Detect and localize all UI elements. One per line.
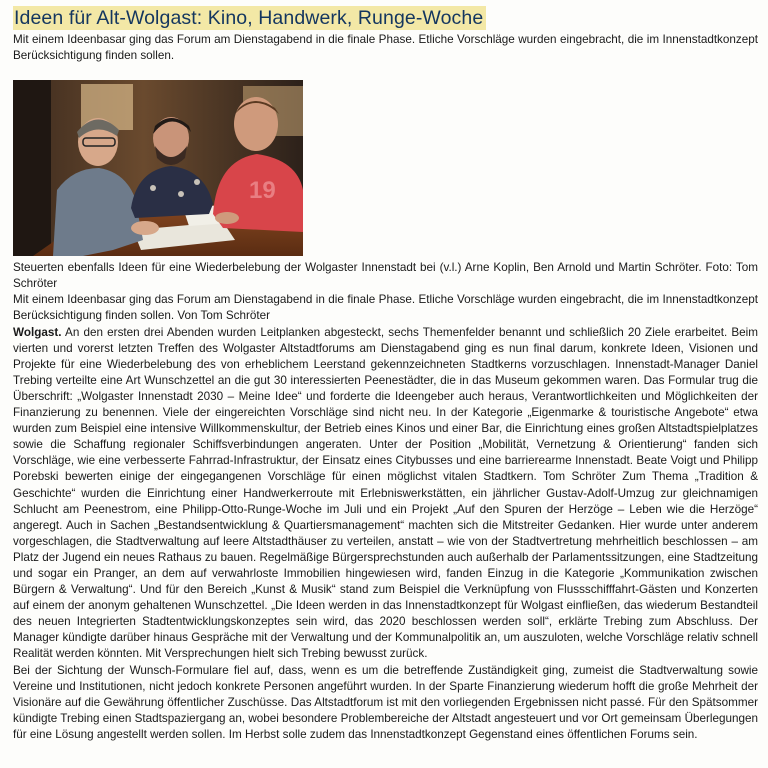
article-body-paragraph-1 — [13, 325, 758, 663]
article-lead-repeat: Mit einem Ideenbasar ging das Forum am Dienstagabend in die finale Phase. Etliche Vorschläge wurden eingebracht, die im Innenstadtkonzept Berücksichtigung finden sollen. Von Tom Schröter — [13, 293, 758, 323]
photo-caption: Steuerten ebenfalls Ideen für eine Wiederbelebung der Wolgaster Innenstadt bei (v.l.) Arne Koplin, Ben Arnold und Martin Schröter. Foto: Tom Schröter — [13, 261, 758, 291]
article-body-text-1: An den ersten drei Abenden wurden Leitplanken abgesteckt, sechs Themenfelder benannt und schließlich 20 Ziele erarbeitet. Beim vierten und vorerst letzten Treffen des Wolgaster Altstadtforums am Dienstagabend ging es nun final darum, konkrete Ideen, Visionen und Projekte für eine Wiederbelebung des von erheblichem Leerstand gekennzeichneten Stadtkerns vorzuschlagen. Innenstadt-Manager Daniel Trebing verteilte eine Art Wunschzettel an die gut 30 interessierten Peenestädter, die in das Museum gekommen waren. Das Formular trug die Überschrift: „Wolgaster Innenstadt 2030 – Meine Idee“ und forderte die Ideengeber auch heraus, Verantwortlichkeiten und Möglichkeiten der Finanzierung zu benennen. Viele der eingereichten Vorschläge sind nicht neu. In der Kategorie „Eigenmarke & touristische Angebote“ etwa wurden zum Beispiel eine intensive Willkommenskultur, der Betrieb eines Kinos und einer Bar, die Einrichtung eines großen Altstadtspielplatzes sowie die Schaffung regionaler Schiffsverbindungen angeraten. Unter der Position „Mobilität, Vernetzung & Orientierung“ fanden sich Vorschläge, wie eine verbesserte Fahrrad-Infrastruktur, der Einsatz eines Citybusses und eine barrierearme Innenstadt. Beate Voigt und Philipp Porebski bewerten einige der eingegangenen Vorschläge für einen möglichst vitalen Stadtkern. Tom Schröter Zum Thema „Tradition & Geschichte“ wurden die Einrichtung einer Handwerkerroute mit Erlebniswerkstätten, ein jährlicher Gustav-Adolf-Umzug zur gleichnamigen Schlucht am Peenestrom, eine Philipp-Otto-Runge-Woche im Juli und ein Projekt „Auf den Spuren der Herzöge – Leben wie die Herzöge“ angeregt. Auch in Sachen „Bestandsentwicklung & Quartiersmanagement“ machten sich die Mitstreiter Gedanken. Hier wurde unter anderem vorgeschlagen, die Stadtverwaltung auf leere Altstadthäuser zu verteilen, anstatt – wie von der Stadtvertretung mehrheitlich beschlossen – am Platz der Jugend ein neues Rathaus zu bauen. Regelmäßige Bürgersprechstunden auch außerhalb der Parlamentssitzungen, eine Stadtzeitung und sogar ein Pranger, an dem auf verwahrloste Immobilien hingewiesen wird, fanden Einzug in die Kategorie „Kommunikation zwischen Bürgern & Verwaltung“. Und für den Bereich „Kunst & Musik“ stand zum Beispiel die Verknüpfung von Flussschifffahrt-Gästen und Konzerten auf einem der anonym gehaltenen Wunschzettel. „Die Ideen werden in das Innenstadtkonzept für Wolgast einfließen, das wiederum Bestandteil des neuen Integrierten Stadtentwicklungskonzeptes sein wird, das 2020 beschlossen werden soll“, erklärte Trebing zum Abschluss. Der Manager kündigte darüber hinaus Gespräche mit der Verwaltung und der Kommunalpolitik an, um auszuloten, welche Vorschläge relativ schnell Realität werden könnten. Mit Versprechungen hielt sich Trebing bewusst zurück. — [13, 325, 758, 661]
photo-three-men-at-table-icon — [13, 80, 303, 256]
dateline: Wolgast. — [13, 325, 62, 339]
article-body-paragraph-2: Bei der Sichtung der Wunsch-Formulare fiel auf, dass, wenn es um die betreffende Zuständigkeit ging, zumeist die Stadtverwaltung sowie Vereine und Institutionen, nicht jedoch konkrete Personen angeführt wurden. In der Sparte Finanzierung wiederum hofft die große Mehrheit der Visionäre auf die Gewährung öffentlicher Zuschüsse. Das Altstadtforum ist mit den vorliegenden Ergebnissen nicht passé. Für den Spätsommer kündigte Trebing einen Stadtspaziergang an, wobei besondere Problembereiche der Altstadt angesteuert und vor Ort gemeinsam Überlegungen für eine Lösung angestellt werden sollen. Im Herbst solle zudem das Innenstadtkonzept Gegenstand eines öffentlichen Forums sein. — [13, 663, 758, 741]
article-photo — [13, 80, 303, 256]
shirt-number-graphic: 19 — [249, 177, 276, 205]
article-headline: Ideen für Alt-Wolgast: Kino, Handwerk, Runge-Woche — [13, 6, 486, 30]
article-lead: Mit einem Ideenbasar ging das Forum am Dienstagabend in die finale Phase. Etliche Vorschläge wurden eingebracht, die im Innenstadtkonzept Berücksichtigung finden sollen. — [13, 33, 758, 63]
